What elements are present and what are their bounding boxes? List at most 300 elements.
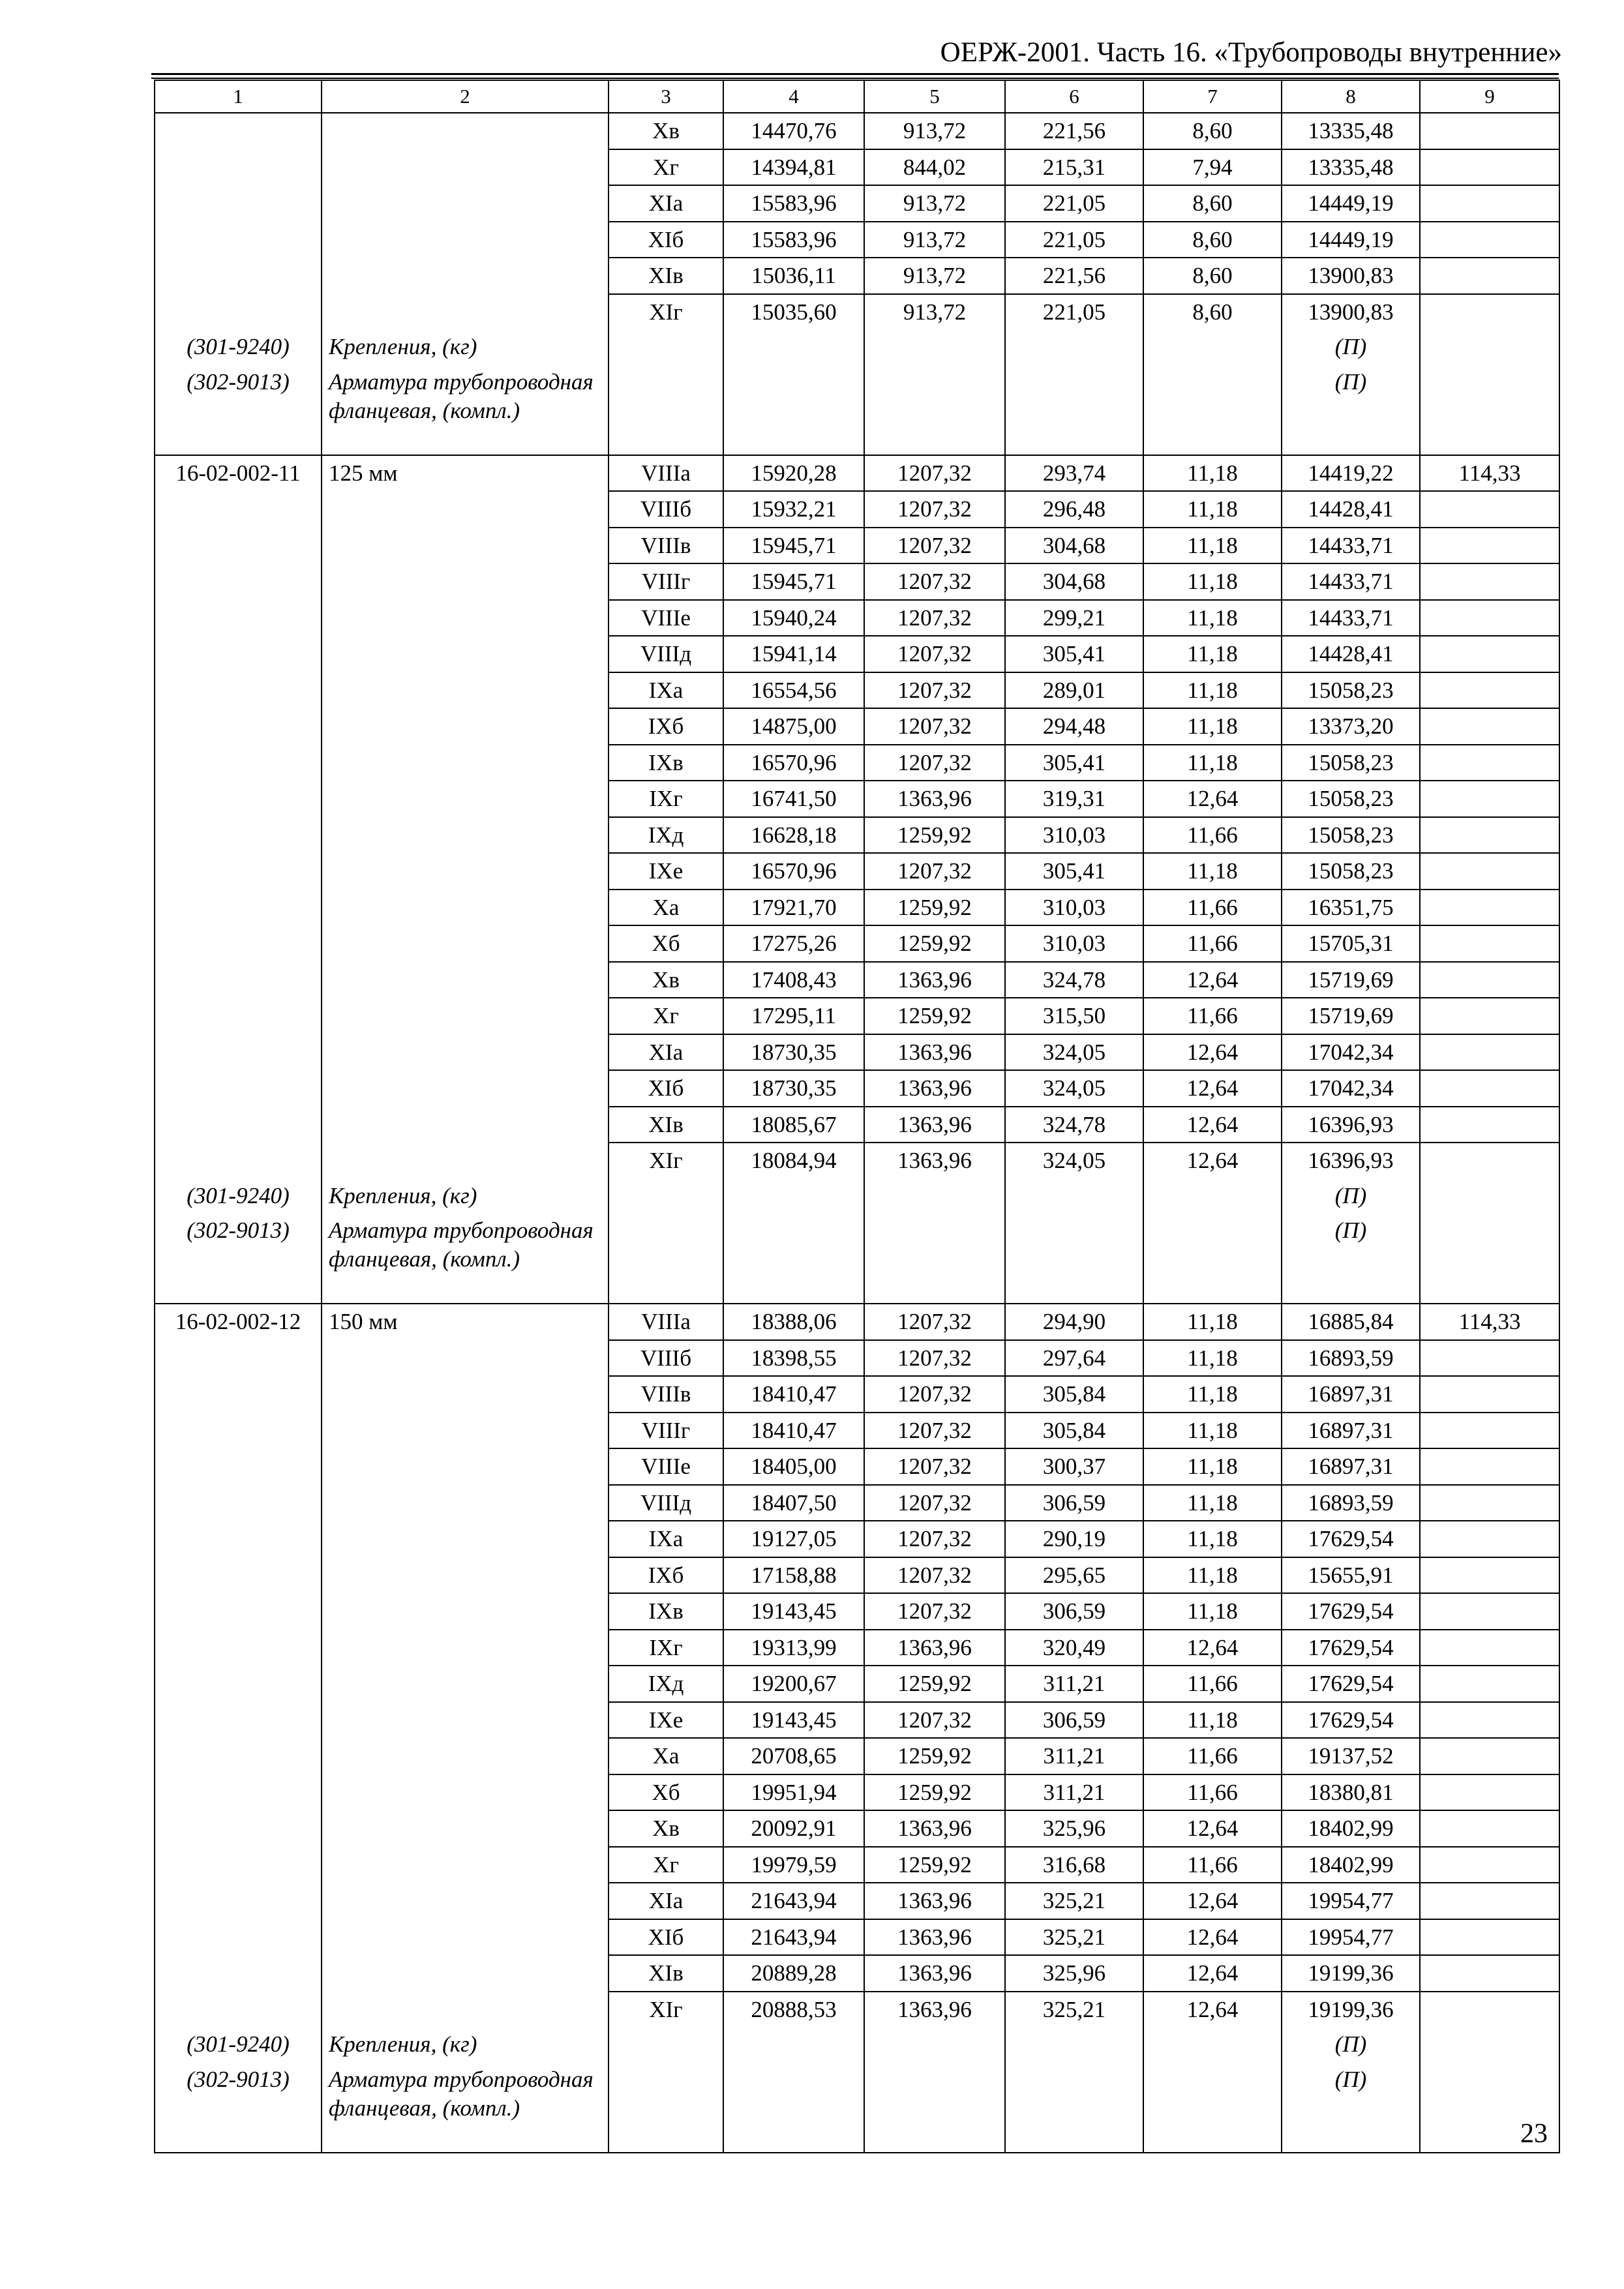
zone-cell: VIIIд [609,636,723,672]
machine-cost-cell: 289,01 [1005,672,1143,709]
rate-name-cell [322,1070,609,1107]
total-cost-cell: 16554,56 [723,672,864,709]
empty-cell [864,329,1005,365]
rate-name-cell [322,636,609,672]
rate-code-cell [155,1107,322,1143]
machinist-wages-cell: 12,64 [1143,1810,1282,1847]
machinist-wages-cell: 12,64 [1143,1992,1282,2027]
wages-cell: 1207,32 [864,1702,1005,1739]
wages-cell: 1259,92 [864,1738,1005,1774]
labor-cost-cell [1420,258,1559,294]
zone-cell: IХб [609,708,723,745]
labor-cost-cell [1420,1630,1559,1666]
materials-cost-cell: 19954,77 [1282,1883,1420,1919]
zone-cell: ХIв [609,1955,723,1992]
rate-name-cell [322,745,609,781]
table-row [155,853,1559,890]
materials-cost-cell: 16351,75 [1282,890,1420,926]
machinist-wages-cell: 11,66 [1143,998,1282,1034]
machinist-wages-cell: 11,18 [1143,1413,1282,1449]
machine-cost-cell: 325,96 [1005,1810,1143,1847]
zone-cell: Хб [609,925,723,962]
total-cost-cell: 15583,96 [723,185,864,222]
empty-cell [864,1178,1005,1214]
labor-cost-cell [1420,149,1559,186]
machine-cost-cell: 300,37 [1005,1448,1143,1485]
rate-code-cell [155,781,322,817]
labor-cost-cell [1420,962,1559,998]
column-number: 4 [723,80,864,113]
machinist-wages-cell: 8,60 [1143,185,1282,222]
machinist-wages-cell: 12,64 [1143,1070,1282,1107]
materials-cost-cell: 16897,31 [1282,1413,1420,1449]
wages-cell: 1259,92 [864,1666,1005,1702]
zone-cell: ХIб [609,1070,723,1107]
materials-cost-cell: 13335,48 [1282,113,1420,149]
zone-cell: IХг [609,1630,723,1666]
machine-cost-cell: 305,41 [1005,636,1143,672]
rate-name-cell [322,672,609,709]
labor-cost-cell [1420,745,1559,781]
labor-cost-cell [1420,491,1559,528]
empty-cell [609,329,723,365]
rate-code-cell [155,925,322,962]
wages-cell: 1363,96 [864,781,1005,817]
rate-code-cell [155,1070,322,1107]
machine-cost-cell: 221,56 [1005,258,1143,294]
materials-cost-cell: 15719,69 [1282,998,1420,1034]
wages-cell: 1207,32 [864,600,1005,636]
zone-cell: VIIIе [609,600,723,636]
wages-cell: 1207,32 [864,1413,1005,1449]
rate-name-cell [322,1666,609,1702]
materials-cost-cell: 15058,23 [1282,781,1420,817]
total-cost-cell: 18388,06 [723,1304,864,1340]
materials-cost-cell: 14449,19 [1282,185,1420,222]
empty-cell [1005,1178,1143,1214]
machinist-wages-cell: 11,18 [1143,1521,1282,1557]
resource-row [155,329,1559,365]
resource-name: Крепления, (кг) [329,2031,477,2057]
machinist-wages-cell: 11,18 [1143,455,1282,492]
zone-cell: VIIIд [609,1485,723,1521]
rate-code-cell [155,258,322,294]
zone-cell: IХв [609,745,723,781]
labor-cost-cell [1420,1448,1559,1485]
table-row [155,1919,1559,1956]
materials-cost-cell: 16897,31 [1282,1448,1420,1485]
empty-cell [609,2027,723,2062]
zone-cell: VIIIа [609,1304,723,1340]
table-row [155,1810,1559,1847]
machinist-wages-cell: 11,66 [1143,1666,1282,1702]
resource-name: Крепления, (кг) [329,1182,477,1208]
resource-unit-note: (П) [1282,1213,1420,1304]
column-number: 5 [864,80,1005,113]
machine-cost-cell: 294,48 [1005,708,1143,745]
machinist-wages-cell: 11,66 [1143,1847,1282,1883]
materials-cost-cell: 14449,19 [1282,222,1420,258]
resource-code-cell: (301-9240) [155,1178,322,1214]
resource-name-cell [322,365,609,455]
zone-cell: VIIIв [609,1376,723,1413]
resource-name: Арматура трубопроводная фланцевая, (компл.) [329,368,594,423]
empty-cell [609,2062,723,2153]
resource-row [155,1213,1559,1304]
machinist-wages-cell: 11,18 [1143,672,1282,709]
machinist-wages-cell: 12,64 [1143,1034,1282,1071]
machine-cost-cell: 324,05 [1005,1070,1143,1107]
machinist-wages-cell: 11,18 [1143,853,1282,890]
machinist-wages-cell: 11,66 [1143,890,1282,926]
labor-cost-cell [1420,708,1559,745]
total-cost-cell: 18085,67 [723,1107,864,1143]
resource-name-cell [322,329,609,365]
machine-cost-cell: 305,84 [1005,1413,1143,1449]
rate-name-cell [322,528,609,564]
zone-cell: IХе [609,1702,723,1739]
machine-cost-cell: 304,68 [1005,528,1143,564]
zone-cell: Хв [609,1810,723,1847]
machine-cost-cell: 305,84 [1005,1376,1143,1413]
table-row [155,1413,1559,1449]
zone-cell: ХIа [609,185,723,222]
rate-code-cell [155,962,322,998]
empty-cell [1005,1213,1143,1304]
empty-cell [1143,2027,1282,2062]
resource-unit-note: (П) [1282,365,1420,455]
empty-cell [1143,1213,1282,1304]
rate-code-cell [155,1883,322,1919]
table-row [155,672,1559,709]
total-cost-cell: 19200,67 [723,1666,864,1702]
table-row [155,455,1559,492]
labor-cost-cell [1420,1955,1559,1992]
wages-cell: 1363,96 [864,1143,1005,1178]
machine-cost-cell: 293,74 [1005,455,1143,492]
materials-cost-cell: 18380,81 [1282,1774,1420,1811]
machine-cost-cell: 215,31 [1005,149,1143,186]
empty-cell [723,2027,864,2062]
machinist-wages-cell: 8,60 [1143,258,1282,294]
labor-cost-cell [1420,890,1559,926]
wages-cell: 1363,96 [864,1992,1005,2027]
machine-cost-cell: 311,21 [1005,1666,1143,1702]
wages-cell: 1207,32 [864,672,1005,709]
rate-name-cell [322,222,609,258]
resource-name-cell [322,1213,609,1304]
labor-cost-cell [1420,1521,1559,1557]
resource-unit-note: (П) [1282,1178,1420,1214]
machinist-wages-cell: 11,18 [1143,708,1282,745]
rate-code-cell: 16-02-002-12 [155,1304,322,1340]
machine-cost-cell: 325,21 [1005,1992,1143,2027]
rate-name-cell [322,563,609,600]
wages-cell: 1363,96 [864,1034,1005,1071]
rate-name-cell [322,998,609,1034]
zone-cell: IХд [609,1666,723,1702]
total-cost-cell: 17921,70 [723,890,864,926]
rate-code-cell [155,222,322,258]
wages-cell: 1207,32 [864,1304,1005,1340]
empty-cell [1420,1178,1559,1214]
wages-cell: 844,02 [864,149,1005,186]
rate-name-cell: 150 мм [322,1304,609,1340]
resource-name: Арматура трубопроводная фланцевая, (компл.) [329,2066,594,2121]
rate-name-cell [322,890,609,926]
table-row [155,258,1559,294]
rate-name-cell [322,1919,609,1956]
zone-cell: VIIIв [609,528,723,564]
zone-cell: ХIв [609,1107,723,1143]
resource-unit-note: (П) [1282,2027,1420,2062]
rate-name-cell [322,149,609,186]
machine-cost-cell: 221,05 [1005,294,1143,330]
total-cost-cell: 21643,94 [723,1919,864,1956]
rate-code-cell [155,1034,322,1071]
zone-cell: Хг [609,1847,723,1883]
machine-cost-cell: 294,90 [1005,1304,1143,1340]
table-row [155,1376,1559,1413]
zone-cell: Ха [609,1738,723,1774]
labor-cost-cell [1420,1666,1559,1702]
total-cost-cell: 14394,81 [723,149,864,186]
rates-table [154,80,1560,2153]
machinist-wages-cell: 12,64 [1143,1143,1282,1178]
resource-name: Крепления, (кг) [329,334,477,359]
materials-cost-cell: 15655,91 [1282,1557,1420,1594]
wages-cell: 1207,32 [864,491,1005,528]
rate-code-cell [155,1557,322,1594]
labor-cost-cell [1420,672,1559,709]
rate-code-cell [155,294,322,330]
materials-cost-cell: 19199,36 [1282,1992,1420,2027]
rate-code-cell [155,1810,322,1847]
wages-cell: 1363,96 [864,1810,1005,1847]
table-row [155,1992,1559,2027]
materials-cost-cell: 14428,41 [1282,491,1420,528]
total-cost-cell: 21643,94 [723,1883,864,1919]
table-row [155,998,1559,1034]
wages-cell: 1207,32 [864,853,1005,890]
rate-name-cell [322,185,609,222]
rate-code-cell [155,1485,322,1521]
column-number: 2 [322,80,609,113]
table-row [155,1485,1559,1521]
total-cost-cell: 15036,11 [723,258,864,294]
empty-cell [723,2062,864,2153]
labor-cost-cell [1420,222,1559,258]
total-cost-cell: 15035,60 [723,294,864,330]
materials-cost-cell: 17629,54 [1282,1593,1420,1630]
rate-name-cell [322,1810,609,1847]
rate-name-cell [322,1702,609,1739]
rate-code-cell [155,1340,322,1377]
rate-name-cell [322,491,609,528]
rate-name-cell [322,1448,609,1485]
machine-cost-cell: 311,21 [1005,1774,1143,1811]
materials-cost-cell: 14433,71 [1282,563,1420,600]
machinist-wages-cell: 12,64 [1143,1883,1282,1919]
total-cost-cell: 14875,00 [723,708,864,745]
materials-cost-cell: 13373,20 [1282,708,1420,745]
wages-cell: 1259,92 [864,1774,1005,1811]
rate-name-cell [322,1485,609,1521]
empty-cell [1143,365,1282,455]
rate-name-cell [322,1593,609,1630]
table-row [155,1521,1559,1557]
rate-name-cell [322,1521,609,1557]
total-cost-cell: 19143,45 [723,1593,864,1630]
rate-code-cell [155,708,322,745]
total-cost-cell: 19979,59 [723,1847,864,1883]
wages-cell: 1207,32 [864,1593,1005,1630]
machine-cost-cell: 306,59 [1005,1593,1143,1630]
materials-cost-cell: 15058,23 [1282,672,1420,709]
total-cost-cell: 15941,14 [723,636,864,672]
labor-cost-cell [1420,294,1559,330]
labor-cost-cell [1420,185,1559,222]
rate-name-cell [322,962,609,998]
rate-code-cell [155,1630,322,1666]
rate-code-cell [155,1702,322,1739]
materials-cost-cell: 15058,23 [1282,817,1420,854]
table-row [155,890,1559,926]
labor-cost-cell [1420,600,1559,636]
total-cost-cell: 18730,35 [723,1070,864,1107]
resource-code-cell: (302-9013) [155,2062,322,2153]
machine-cost-cell: 310,03 [1005,925,1143,962]
wages-cell: 1207,32 [864,1340,1005,1377]
total-cost-cell: 18410,47 [723,1413,864,1449]
empty-cell [1420,2027,1559,2062]
labor-cost-cell [1420,528,1559,564]
column-number: 6 [1005,80,1143,113]
table-row [155,745,1559,781]
table-row [155,491,1559,528]
total-cost-cell: 15583,96 [723,222,864,258]
total-cost-cell: 20888,53 [723,1992,864,2027]
labor-cost-cell [1420,1919,1559,1956]
empty-cell [723,329,864,365]
machinist-wages-cell: 7,94 [1143,149,1282,186]
rate-code-cell [155,600,322,636]
rate-code-cell [155,672,322,709]
table-row [155,817,1559,854]
resource-name-cell [322,1178,609,1214]
rate-code-cell [155,1521,322,1557]
rate-code-cell [155,1593,322,1630]
total-cost-cell: 18730,35 [723,1034,864,1071]
labor-cost-cell [1420,1485,1559,1521]
labor-cost-cell [1420,998,1559,1034]
table-row [155,1955,1559,1992]
rate-code-cell [155,491,322,528]
rate-code-cell [155,563,322,600]
empty-cell [723,1213,864,1304]
wages-cell: 1363,96 [864,1955,1005,1992]
labor-cost-cell [1420,563,1559,600]
table-row [155,1847,1559,1883]
empty-cell [864,1213,1005,1304]
empty-cell [1143,2062,1282,2153]
labor-cost-cell [1420,636,1559,672]
resource-unit-note: (П) [1282,2062,1420,2153]
machine-cost-cell: 311,21 [1005,1738,1143,1774]
rate-code-cell [155,1738,322,1774]
empty-cell [1420,365,1559,455]
rate-code-cell [155,1413,322,1449]
materials-cost-cell: 15058,23 [1282,853,1420,890]
wages-cell: 1363,96 [864,1070,1005,1107]
wages-cell: 1207,32 [864,708,1005,745]
total-cost-cell: 14470,76 [723,113,864,149]
machinist-wages-cell: 11,18 [1143,1702,1282,1739]
machine-cost-cell: 304,68 [1005,563,1143,600]
zone-cell: ХIб [609,1919,723,1956]
total-cost-cell: 16741,50 [723,781,864,817]
resource-name-cell [322,2062,609,2153]
machinist-wages-cell: 12,64 [1143,1107,1282,1143]
materials-cost-cell: 15719,69 [1282,962,1420,998]
total-cost-cell: 19143,45 [723,1702,864,1739]
empty-cell [723,365,864,455]
rate-name-cell [322,925,609,962]
labor-cost-cell [1420,925,1559,962]
machinist-wages-cell: 11,18 [1143,1557,1282,1594]
empty-cell [1143,329,1282,365]
table-row [155,1738,1559,1774]
machinist-wages-cell: 11,18 [1143,1448,1282,1485]
rate-name-cell [322,258,609,294]
labor-cost-cell [1420,1376,1559,1413]
labor-cost-cell [1420,1557,1559,1594]
zone-cell: ХIг [609,294,723,330]
rate-code-cell [155,1448,322,1485]
materials-cost-cell: 13900,83 [1282,294,1420,330]
resource-row [155,2027,1559,2062]
machinist-wages-cell: 11,18 [1143,1593,1282,1630]
resource-code-cell: (301-9240) [155,329,322,365]
labor-cost-cell [1420,817,1559,854]
rate-code-cell [155,998,322,1034]
machinist-wages-cell: 11,18 [1143,1340,1282,1377]
labor-cost-cell [1420,113,1559,149]
total-cost-cell: 18084,94 [723,1143,864,1178]
total-cost-cell: 16570,96 [723,853,864,890]
rate-name-cell [322,1107,609,1143]
rate-name-cell [322,1847,609,1883]
wages-cell: 1259,92 [864,1847,1005,1883]
wages-cell: 913,72 [864,294,1005,330]
column-number: 1 [155,80,322,113]
rate-name-cell [322,1738,609,1774]
wages-cell: 1207,32 [864,1557,1005,1594]
machinist-wages-cell: 11,18 [1143,1485,1282,1521]
zone-cell: VIIIа [609,455,723,492]
wages-cell: 1207,32 [864,1521,1005,1557]
machinist-wages-cell: 12,64 [1143,781,1282,817]
table-row [155,636,1559,672]
zone-cell: Хг [609,149,723,186]
empty-cell [1420,329,1559,365]
zone-cell: IХд [609,817,723,854]
total-cost-cell: 16570,96 [723,745,864,781]
total-cost-cell: 15945,71 [723,563,864,600]
machine-cost-cell: 319,31 [1005,781,1143,817]
total-cost-cell: 18405,00 [723,1448,864,1485]
empty-cell [864,2062,1005,2153]
